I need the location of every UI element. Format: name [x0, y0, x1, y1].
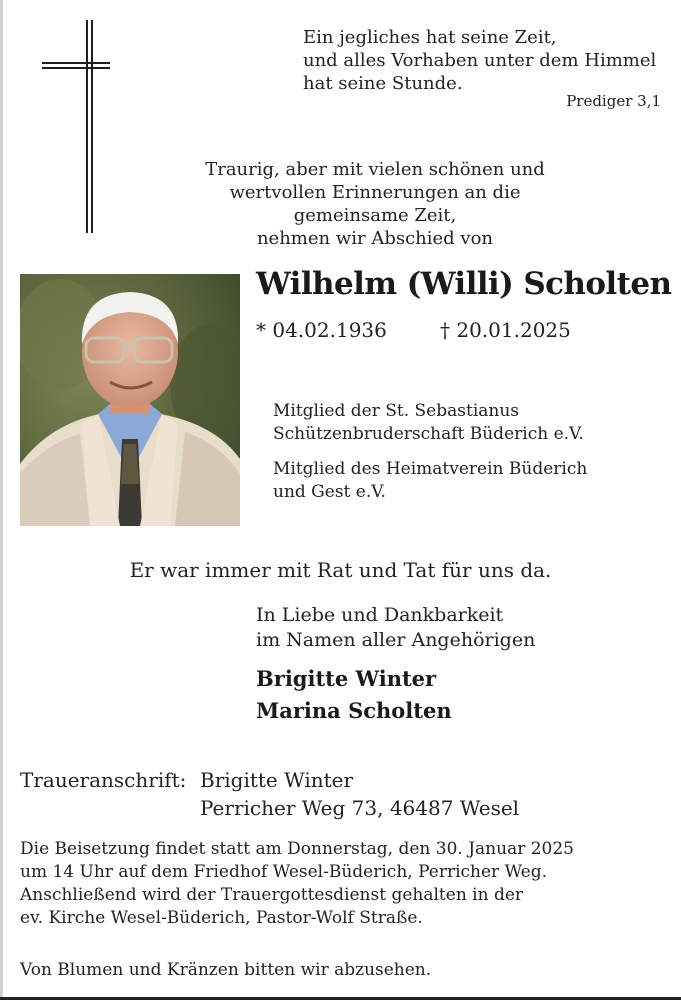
quote-source: Prediger 3,1 — [566, 92, 661, 110]
cross-icon — [40, 20, 110, 235]
membership-line: Schützenbruderschaft Büderich e.V. — [273, 424, 584, 444]
signer-name: Marina Scholten — [256, 698, 452, 723]
quote-line: und alles Vorhaben unter dem Himmel — [303, 50, 657, 71]
intro-text — [200, 158, 550, 250]
closing-line: In Liebe und Dankbarkeit — [256, 604, 504, 626]
membership-line: Mitglied des Heimatverein Büderich — [273, 459, 588, 479]
frame-left-border — [0, 0, 3, 1000]
birth-date: * 04.02.1936 — [256, 318, 387, 342]
membership-line: und Gest e.V. — [273, 482, 386, 502]
funeral-line: um 14 Uhr auf dem Friedhof Wesel-Büderich, Perricher Weg. — [20, 862, 547, 882]
membership-2 — [273, 458, 653, 504]
deceased-name: Wilhelm (Willi) Scholten — [256, 266, 672, 302]
membership-1 — [273, 400, 653, 446]
bible-quote — [303, 26, 673, 95]
membership-line: Mitglied der St. Sebastianus — [273, 401, 520, 421]
address-label: Traueranschrift: — [20, 768, 187, 792]
quote-line: hat seine Stunde. — [303, 73, 463, 94]
motto-text: Er war immer mit Rat und Tat für uns da. — [129, 558, 552, 582]
quote-line: Ein jegliches hat seine Zeit, — [303, 27, 557, 48]
intro-line: Traurig, aber mit vielen schönen und — [205, 159, 545, 180]
address-street: Perricher Weg 73, 46487 Wesel — [200, 796, 520, 820]
address-name: Brigitte Winter — [200, 768, 354, 792]
intro-line: nehmen wir Abschied von — [256, 228, 494, 249]
funeral-line: Die Beisetzung findet statt am Donnerstag, den 30. Januar 2025 — [20, 839, 575, 859]
intro-line: wertvollen Erinnerungen an die gemeinsame Zeit, — [229, 182, 521, 226]
closing-line: im Namen aller Angehörigen — [256, 629, 536, 651]
signer-name: Brigitte Winter — [256, 666, 437, 691]
funeral-line: ev. Kirche Wesel-Büderich, Pastor-Wolf Straße. — [20, 908, 423, 928]
funeral-details — [20, 838, 670, 930]
portrait-photo — [20, 274, 240, 526]
closing-text — [256, 603, 656, 653]
flowers-note: Von Blumen und Kränzen bitten wir abzusehen. — [20, 960, 432, 980]
funeral-line: Anschließend wird der Trauergottesdienst gehalten in der — [20, 885, 524, 905]
death-date: † 20.01.2025 — [440, 318, 571, 342]
